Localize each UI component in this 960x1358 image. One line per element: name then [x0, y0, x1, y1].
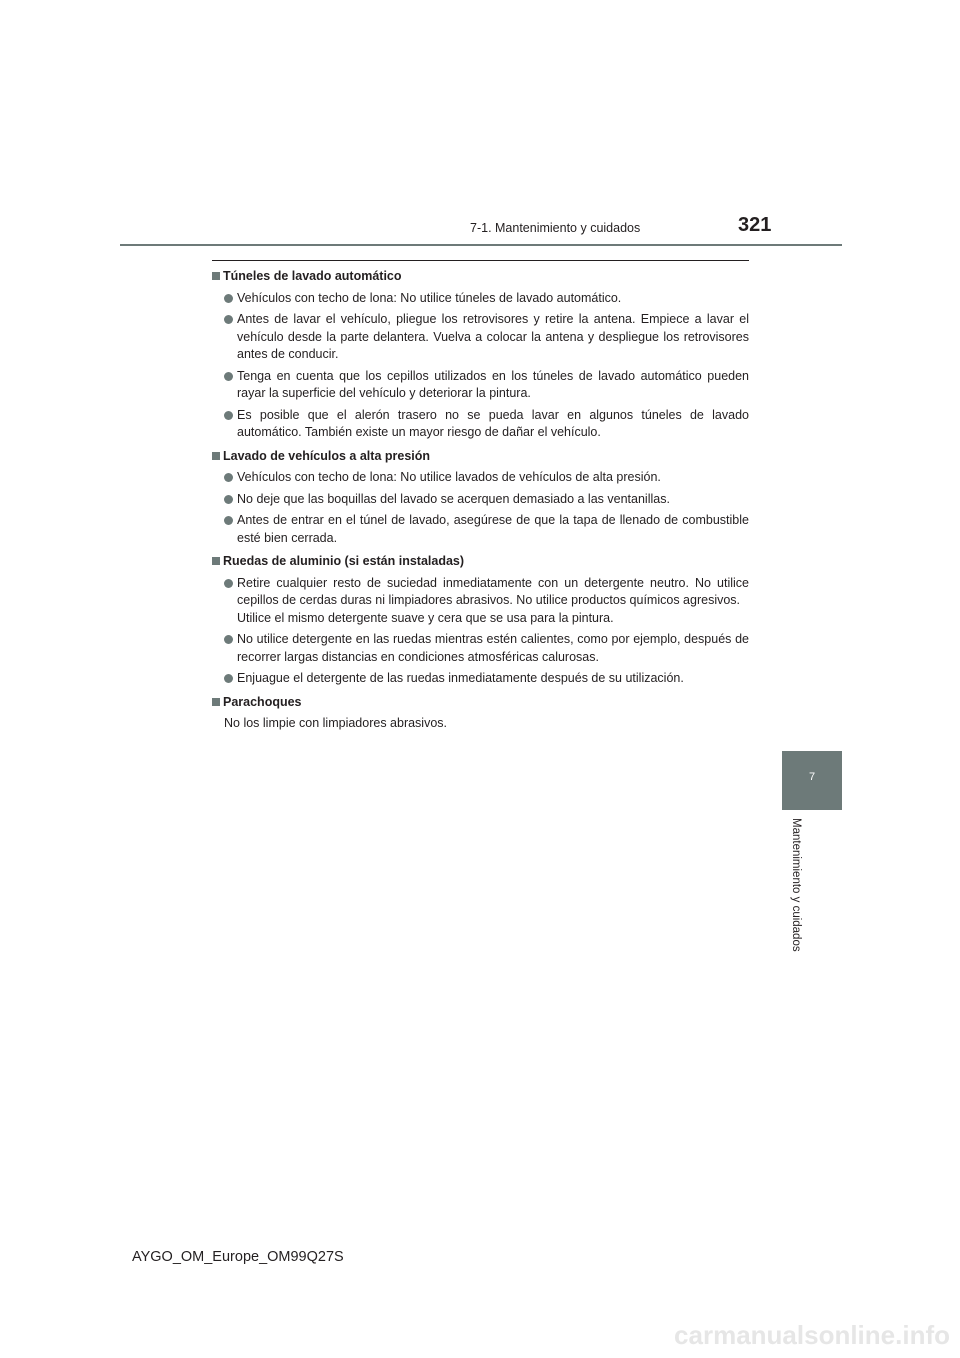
list-item: Antes de entrar en el túnel de lavado, asegúrese de que la tapa de llenado de combustible esté bien cerrada. [211, 512, 749, 547]
circle-bullet-icon [224, 473, 233, 482]
list-item: No utilice detergente en las ruedas mientras estén calientes, como por ejemplo, después de recorrer largas distancias en condiciones atmosféricas calurosas. [211, 631, 749, 666]
section-title: 7-1. Mantenimiento y cuidados [470, 221, 641, 235]
section-aluminum-wheels [211, 553, 749, 688]
circle-bullet-icon [224, 315, 233, 324]
section-text: No los limpie con limpiadores abrasivos. [224, 716, 448, 730]
watermark: carmanualsonline.info [674, 1320, 950, 1350]
circle-bullet-icon [224, 294, 233, 303]
content-divider [212, 260, 749, 261]
list-item: Vehículos con techo de lona: No utilice túneles de lavado automático. [211, 290, 749, 308]
section-heading: Lavado de vehículos a alta presión [211, 448, 749, 466]
chapter-label: Mantenimiento y cuidados [790, 818, 802, 952]
square-bullet-icon [212, 698, 220, 706]
chapter-label-wrap [790, 818, 806, 970]
section-heading: Parachoques [211, 694, 749, 712]
section-bumpers [211, 694, 749, 733]
list-item: Tenga en cuenta que los cepillos utilizados en los túneles de lavado automático pueden rayar la superficie del vehículo y deteriorar la pintura. [211, 368, 749, 403]
list-item: Antes de lavar el vehículo, pliegue los retrovisores y retire la antena. Empiece a lavar el vehículo desde la parte delantera. Vuelva a colocar la antena y despliegue los retrovisores antes de conducir. [211, 311, 749, 364]
section-high-pressure-wash [211, 448, 749, 548]
circle-bullet-icon [224, 674, 233, 683]
list-item: No deje que las boquillas del lavado se acerquen demasiado a las ventanillas. [211, 491, 749, 509]
square-bullet-icon [212, 272, 220, 280]
square-bullet-icon [212, 557, 220, 565]
list-item: Retire cualquier resto de suciedad inmediatamente con un detergente neutro. No utilice cepillos de cerdas duras ni limpiadores abrasivos. No utilice productos químicos agresivos. Utilice el mismo detergente suave y cera que se usa para la pintura. [211, 575, 749, 628]
square-bullet-icon [212, 452, 220, 460]
circle-bullet-icon [224, 516, 233, 525]
section-heading: Túneles de lavado automático [211, 268, 749, 286]
circle-bullet-icon [224, 495, 233, 504]
circle-bullet-icon [224, 635, 233, 644]
header-divider [120, 244, 842, 246]
circle-bullet-icon [224, 579, 233, 588]
list-item: Es posible que el alerón trasero no se pueda lavar en algunos túneles de lavado automático. También existe un mayor riesgo de dañar el vehículo. [211, 407, 749, 442]
list-item: Vehículos con techo de lona: No utilice lavados de vehículos de alta presión. [211, 469, 749, 487]
section-automatic-car-wash [211, 268, 749, 442]
circle-bullet-icon [224, 411, 233, 420]
circle-bullet-icon [224, 372, 233, 381]
section-heading: Ruedas de aluminio (si están instaladas) [211, 553, 749, 571]
document-id: AYGO_OM_Europe_OM99Q27S [132, 1249, 344, 1265]
chapter-number: 7 [808, 771, 816, 783]
chapter-tab [782, 751, 842, 810]
page-number: 321 [738, 214, 772, 236]
list-item: Enjuague el detergente de las ruedas inmediatamente después de su utilización. [211, 670, 749, 688]
main-content [211, 268, 749, 739]
